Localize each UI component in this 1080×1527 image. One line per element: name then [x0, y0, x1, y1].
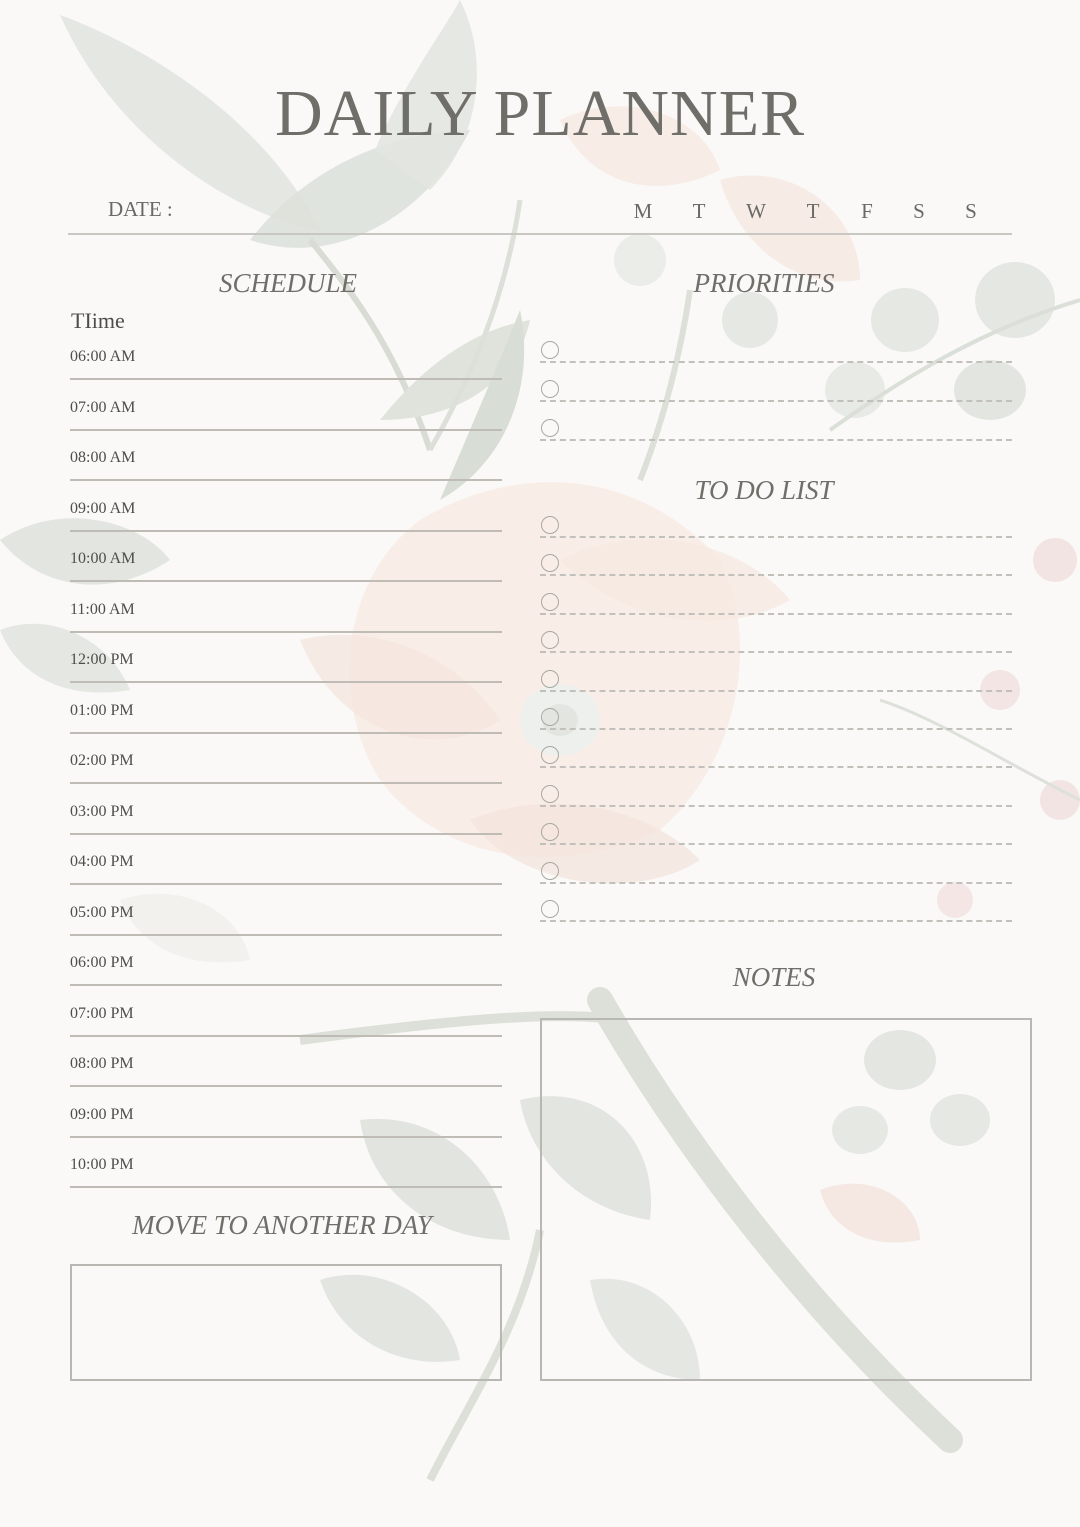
dashed-rule: [540, 439, 1012, 441]
dashed-rule: [540, 805, 1012, 807]
slot-time: 01:00 PM: [70, 702, 134, 719]
slot-rule: [70, 732, 502, 734]
move-box[interactable]: [70, 1264, 502, 1381]
slot-rule: [70, 1186, 502, 1188]
weekday-friday[interactable]: F: [861, 199, 873, 223]
schedule-slot[interactable]: [70, 1106, 502, 1157]
todo-item[interactable]: [540, 516, 1012, 554]
slot-rule: [70, 631, 502, 633]
checkbox-circle-icon[interactable]: [541, 554, 559, 572]
todo-item[interactable]: [540, 708, 1012, 746]
slot-rule: [70, 984, 502, 986]
todo-item[interactable]: [540, 823, 1012, 861]
schedule-slot[interactable]: [70, 904, 502, 955]
slot-rule: [70, 782, 502, 784]
slot-time: 07:00 PM: [70, 1005, 134, 1022]
priority-item[interactable]: [540, 380, 1012, 418]
slot-time: 08:00 PM: [70, 1055, 134, 1072]
page-title: DAILY PLANNER: [274, 77, 806, 150]
schedule-slot[interactable]: [70, 853, 502, 904]
slot-time: 12:00 PM: [70, 651, 134, 668]
schedule-slot[interactable]: [70, 954, 502, 1005]
checkbox-circle-icon[interactable]: [541, 746, 559, 764]
dashed-rule: [540, 536, 1012, 538]
dashed-rule: [540, 651, 1012, 653]
weekday-wednesday[interactable]: W: [746, 199, 766, 223]
weekday-sunday[interactable]: S: [965, 199, 977, 223]
slot-rule: [70, 429, 502, 431]
slot-rule: [70, 580, 502, 582]
slot-time: 09:00 PM: [70, 1106, 134, 1123]
schedule-slot[interactable]: [70, 550, 502, 601]
slot-time: 05:00 PM: [70, 904, 134, 921]
schedule-slot[interactable]: [70, 752, 502, 803]
slot-time: 06:00 AM: [70, 348, 136, 365]
checkbox-circle-icon[interactable]: [541, 785, 559, 803]
todo-heading: TO DO LIST: [694, 475, 834, 505]
dashed-rule: [540, 574, 1012, 576]
priority-item[interactable]: [540, 419, 1012, 457]
slot-rule: [70, 1136, 502, 1138]
schedule-slot[interactable]: [70, 500, 502, 551]
slot-time: 09:00 AM: [70, 500, 136, 517]
slot-rule: [70, 833, 502, 835]
date-label: DATE :: [108, 197, 173, 221]
checkbox-circle-icon[interactable]: [541, 862, 559, 880]
slot-time: 04:00 PM: [70, 853, 134, 870]
todo-item[interactable]: [540, 785, 1012, 823]
schedule-heading: SCHEDULE: [218, 268, 357, 298]
slot-rule: [70, 1085, 502, 1087]
dashed-rule: [540, 613, 1012, 615]
slot-time: 06:00 PM: [70, 954, 134, 971]
notes-heading: NOTES: [732, 962, 816, 992]
slot-rule: [70, 479, 502, 481]
schedule-slot[interactable]: [70, 348, 502, 399]
dashed-rule: [540, 766, 1012, 768]
schedule-slot[interactable]: [70, 601, 502, 652]
priority-item[interactable]: [540, 341, 1012, 379]
schedule-slot[interactable]: [70, 1055, 502, 1106]
checkbox-circle-icon[interactable]: [541, 419, 559, 437]
todo-item[interactable]: [540, 746, 1012, 784]
todo-item[interactable]: [540, 631, 1012, 669]
dashed-rule: [540, 361, 1012, 363]
slot-rule: [70, 378, 502, 380]
todo-item[interactable]: [540, 593, 1012, 631]
date-rule: [68, 233, 1012, 235]
time-header: TIime: [71, 308, 125, 333]
weekday-monday[interactable]: M: [633, 199, 653, 223]
schedule-slot[interactable]: [70, 449, 502, 500]
priorities-heading: PRIORITIES: [693, 268, 835, 298]
dashed-rule: [540, 843, 1012, 845]
todo-item[interactable]: [540, 900, 1012, 938]
checkbox-circle-icon[interactable]: [541, 708, 559, 726]
slot-time: 02:00 PM: [70, 752, 134, 769]
schedule-slot[interactable]: [70, 1005, 502, 1056]
weekday-tuesday[interactable]: T: [692, 199, 706, 223]
checkbox-circle-icon[interactable]: [541, 593, 559, 611]
weekday-thursday[interactable]: T: [806, 199, 820, 223]
slot-time: 10:00 PM: [70, 1156, 134, 1173]
checkbox-circle-icon[interactable]: [541, 631, 559, 649]
notes-box[interactable]: [540, 1018, 1032, 1381]
checkbox-circle-icon[interactable]: [541, 670, 559, 688]
schedule-slot[interactable]: [70, 1156, 502, 1207]
slot-rule: [70, 681, 502, 683]
todo-item[interactable]: [540, 554, 1012, 592]
dashed-rule: [540, 690, 1012, 692]
slot-time: 08:00 AM: [70, 449, 136, 466]
slot-rule: [70, 530, 502, 532]
checkbox-circle-icon[interactable]: [541, 516, 559, 534]
dashed-rule: [540, 400, 1012, 402]
slot-rule: [70, 883, 502, 885]
checkbox-circle-icon[interactable]: [541, 341, 559, 359]
move-heading: MOVE TO ANOTHER DAY: [132, 1210, 432, 1240]
checkbox-circle-icon[interactable]: [541, 900, 559, 918]
schedule-slot[interactable]: [70, 702, 502, 753]
schedule-slot[interactable]: [70, 803, 502, 854]
dashed-rule: [540, 882, 1012, 884]
slot-time: 11:00 AM: [70, 601, 135, 618]
checkbox-circle-icon[interactable]: [541, 823, 559, 841]
todo-item[interactable]: [540, 670, 1012, 708]
dashed-rule: [540, 728, 1012, 730]
schedule-slot[interactable]: [70, 651, 502, 702]
slot-time: 03:00 PM: [70, 803, 134, 820]
todo-item[interactable]: [540, 862, 1012, 900]
dashed-rule: [540, 920, 1012, 922]
slot-time: 10:00 AM: [70, 550, 136, 567]
slot-rule: [70, 934, 502, 936]
slot-rule: [70, 1035, 502, 1037]
checkbox-circle-icon[interactable]: [541, 380, 559, 398]
slot-time: 07:00 AM: [70, 399, 136, 416]
weekday-saturday[interactable]: S: [913, 199, 925, 223]
schedule-slot[interactable]: [70, 399, 502, 450]
